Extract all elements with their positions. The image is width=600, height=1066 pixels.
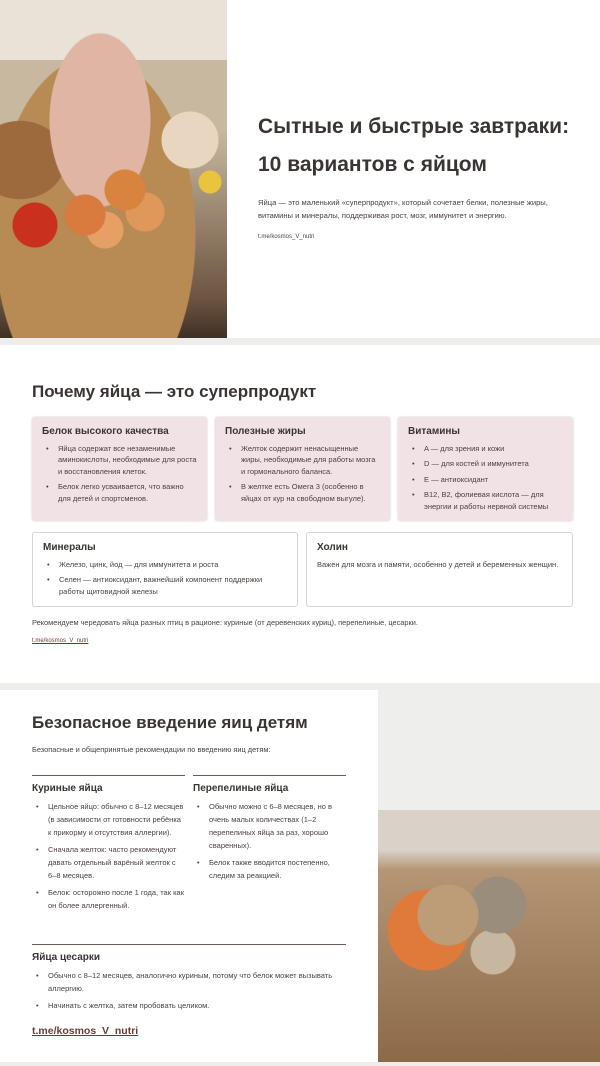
list-item: • Цельное яйцо: обычно с 8–12 месяцев (в зависимости от готовности ребёнка к прикорму и отсутствия аллергии). [32,800,185,839]
card-choline [306,532,573,607]
card-title: Белок высокого качества [42,426,169,437]
card-title: Минералы [43,542,96,553]
list-item: • Сначала желток: часто рекомендуют давать отдельный варёный желток с 6–8 месяцев. [32,843,185,882]
list-item: • Начинать с желтка, затем пробовать целиком. [32,999,346,1012]
section-title: Безопасное введение яиц детям [32,713,308,732]
column-guinea-fowl-eggs [32,944,346,1016]
kids-section [0,690,600,1062]
hero-section [0,0,600,338]
telegram-link[interactable]: t.me/kosmos_V_nutri [32,1025,139,1037]
column-title: Перепелиные яйца [193,783,289,794]
list-item: • E — антиоксидант [408,474,563,486]
list-item: • Железо, цинк, йод — для иммунитета и роста [43,559,287,571]
column-chicken-eggs [32,775,185,916]
column-quail-eggs [193,775,346,886]
title-line-1: Сытные и быстрые завтраки: [258,115,570,138]
card-text: Важен для мозга и памяти, особенно у детей и беременных женщин. [317,559,559,569]
list-item: • D — для костей и иммунитета [408,458,563,470]
card-minerals [32,532,298,607]
list-item: • Обычно с 8–12 месяцев, аналогично куриным, потому что белок может вызывать аллергию. [32,969,346,995]
card-title: Витамины [408,426,460,437]
list-item: • B12, B2, фолиевая кислота — для энергии и работы нервной системы [408,489,563,512]
section-subtitle: Безопасные и общепринятые рекомендации по введению яиц детям: [32,745,271,754]
recommendation-note: Рекомендуем чередовать яйца разных птиц в рационе: куриные (от деревенских куриц), перепелиные, цесарки. [32,618,418,627]
list-item: • A — для зрения и кожи [408,443,563,455]
card-vitamins [398,417,573,521]
card-fats [215,417,390,521]
telegram-link[interactable]: t.me/kosmos_V_nutri [32,638,89,644]
title-line-2: 10 вариантов с яйцом [258,153,487,176]
section-title: Почему яйца — это суперпродукт [32,382,317,401]
breakfast-basket-photo [0,0,227,338]
list-item: • Селен — антиоксидант, важнейший компонент поддержки работы щитовидной железы [43,574,287,597]
card-title: Холин [317,542,348,553]
column-title: Яйца цесарки [32,952,101,963]
list-item: • Желток содержит ненасыщенные жиры, необходимые для работы мозга и гормонального баланса. [225,443,380,478]
column-title: Куриные яйца [32,783,103,794]
list-item: • Белок: осторожно после 1 года, так как он более аллергенный. [32,886,185,912]
list-item: • Яйца содержат все незаменимые аминокислоты, необходимые для роста и восстановления клеток. [42,443,197,478]
card-protein [32,417,207,521]
list-item: • В желтке есть Омега 3 (особенно в яйцах от кур на свободном выгуле). [225,481,380,504]
page-title [258,108,578,184]
hero-description: Яйца — это маленький «суперпродукт», который сочетает белки, полезные жиры, витамины и минералы, поддерживая рост, мозг, иммунитет и энергию. [258,198,548,220]
list-item: • Белок легко усваивается, что важно для детей и спортсменов. [42,481,197,504]
why-section [0,345,600,683]
list-item: • Обычно можно с 6–8 месяцев, но в очень малых количествах (1–2 перепелиных яйца за раз, хорошо сваренных). [193,800,346,852]
telegram-link[interactable]: t.me/kosmos_V_nutri [258,234,315,240]
list-item: • Белок также вводится постепенно, следим за реакцией. [193,856,346,882]
eggs-photo [378,690,600,1062]
card-title: Полезные жиры [225,426,306,437]
